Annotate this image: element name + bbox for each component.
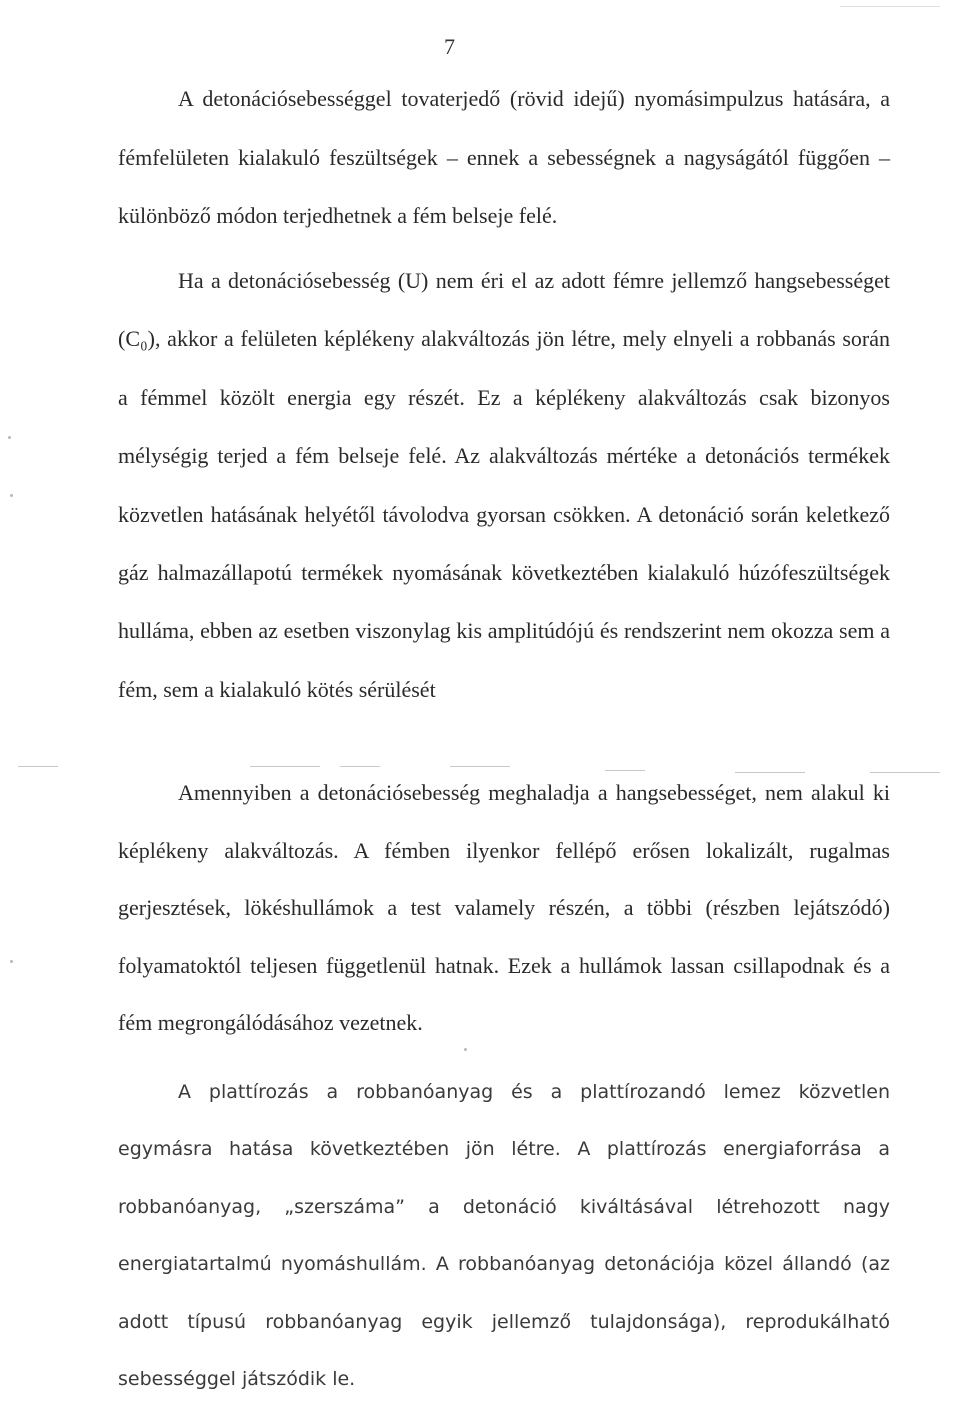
scan-artifact-line: [840, 6, 940, 7]
paragraph-4: A plattírozás a robbanóanyag és a plattírozandó lemez közvetlen egymásra hatása következtében jön létre. A plattírozás energiaforrása a robbanóanyag, „szerszáma” a detonáció kiváltásával létrehozott nagy energiatartalmú nyomáshullám. A robbanóanyag detonációja közel állandó (az adott típusú robbanóanyag egyik jellemző tulajdonsága), reprodukálható sebességgel játszódik le.: [118, 1081, 890, 1391]
scan-artifact-line: [870, 772, 940, 773]
scan-artifact-dot: [10, 494, 13, 497]
scan-artifact-line: [340, 766, 380, 767]
scan-artifact-dot: [8, 436, 11, 439]
paragraph-3: Amennyiben a detonációsebesség meghaladja a hangsebességet, nem alakul ki képlékeny alakváltozás. A fémben ilyenkor fellépő erősen lokalizált, rugalmas gerjesztések, lökéshullámok a test valamely részén, a többi (részben lejátszódó) folyamatoktól teljesen függetlenül hatnak. Ezek a hullámok lassan csillapodnak és a fém megrongálódásához vezetnek.: [118, 780, 890, 1035]
scan-artifact-dot: [464, 1048, 467, 1051]
page-number: 7: [444, 34, 455, 59]
paragraph-2: Ha a detonációsebesség (U) nem éri el az adott fémre jellemző hangsebességet (C₀), akkor a felületen képlékeny alakváltozás jön létre, mely elnyeli a robbanás során a fémmel közölt energia egy részét. Ez a képlékeny alakváltozás csak bizonyos mélységig terjed a fém belseje felé. Az alakváltozás mértéke a detonációs termékek közvetlen hatásának helyétől távolodva gyorsan csökken. A detonáció során keletkező gáz halmazállapotú termékek nyomásának következtében kialakuló húzófeszültségek hulláma, ebben az esetben viszonylag kis amplitúdójú és rendszerint nem okozza sem a fém, sem a kialakuló kötés sérülését: [118, 268, 890, 702]
scan-artifact-line: [250, 766, 320, 767]
scan-artifact-line: [605, 770, 645, 771]
scan-artifact-line: [735, 772, 805, 773]
scan-artifact-line: [450, 766, 510, 767]
paragraph-1: A detonációsebességgel tovaterjedő (rövid idejű) nyomásimpulzus hatására, a fémfelületen kialakuló feszültségek – ennek a sebességnek a nagyságától függően – különböző módon terjedhetnek a fém belseje felé.: [118, 86, 890, 228]
scan-artifact-dot: [10, 960, 13, 963]
scan-artifact-line: [18, 766, 58, 767]
